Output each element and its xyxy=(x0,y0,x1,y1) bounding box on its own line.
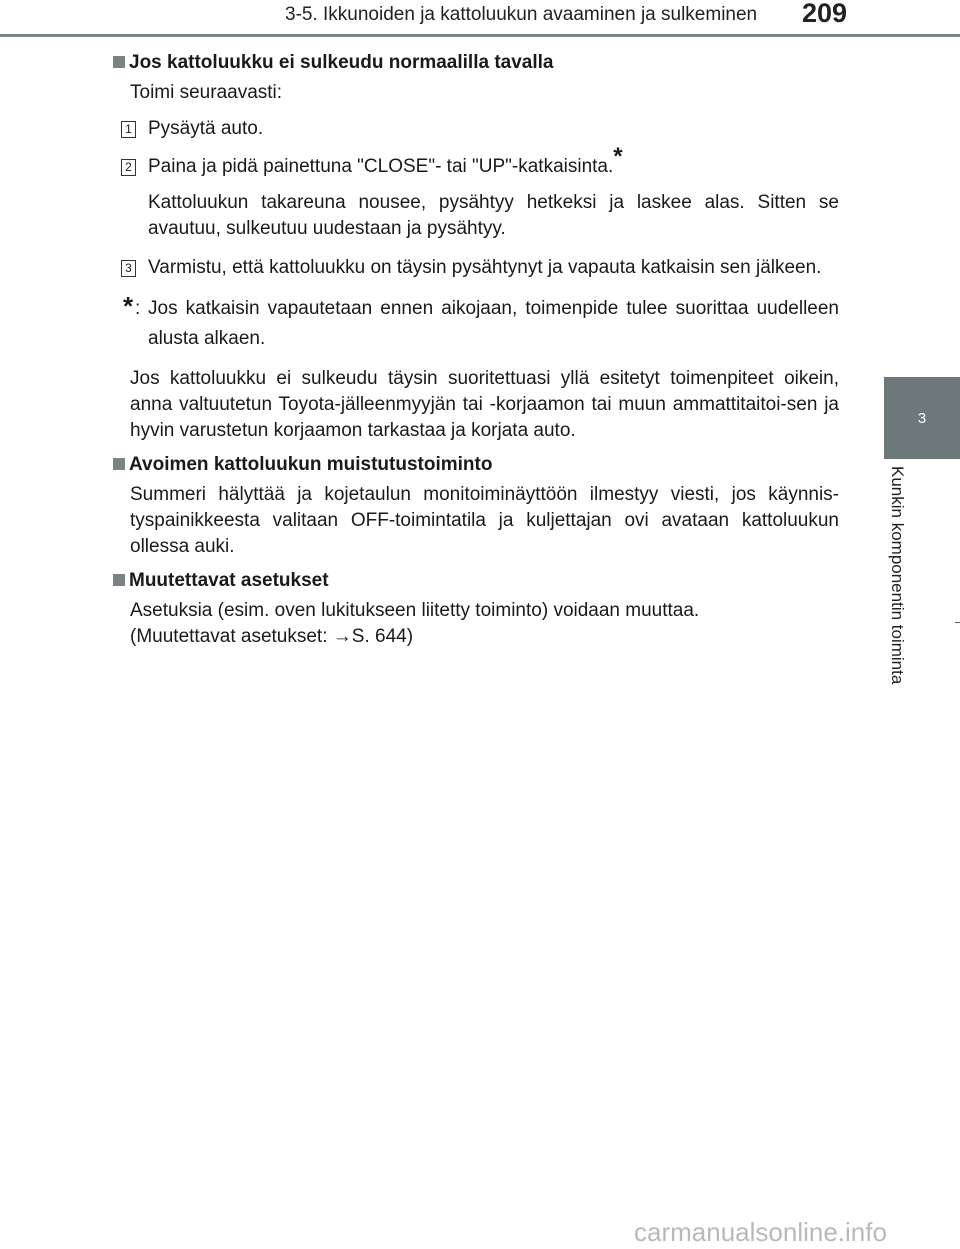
step-text: Varmistu, että kattoluukku on täysin pysähtynyt ja vapauta katkaisin sen jälkeen. xyxy=(148,257,822,278)
step-number-box: 1 xyxy=(121,121,136,138)
step-2 xyxy=(112,143,839,180)
step-1 xyxy=(112,116,839,142)
settings-text: Asetuksia (esim. oven lukitukseen liitetty toiminto) voidaan muuttaa. xyxy=(130,600,700,621)
section-paragraph: Jos kattoluukku ei sulkeudu täysin suoritettuasi yllä esitetyt toimenpiteet oikein, anna valtuutetun Toyota-jälleenmyyjän tai -korjaamon tai muun ammattitaitoi-sen ja hyvin varustetun korjaamon tarkastaa ja korjata auto. xyxy=(130,368,839,441)
footnote-star: * xyxy=(123,291,134,321)
footnote-text: Jos katkaisin vapautetaan ennen aikojaan, toimenpide tulee suorittaa uudelleen alusta alkaen. xyxy=(148,298,839,349)
step-text: Pysäytä auto. xyxy=(148,118,264,139)
section-heading-text: Jos kattoluukku ei sulkeudu normaalilla tavalla xyxy=(129,52,554,73)
square-bullet-icon xyxy=(113,574,125,586)
step-number-box: 3 xyxy=(121,260,136,277)
section-paragraph: Summeri hälyttää ja kojetaulun monitoiminäyttöön ilmestyy viesti, jos käynnis-tyspainikkeesta valitaan OFF-toimintatila ja kuljettajan ovi avataan kattoluukun ollessa auki. xyxy=(130,484,839,557)
footnote xyxy=(112,291,839,354)
settings-reference-link[interactable]: (Muutettavat asetukset: →S. 644) xyxy=(130,626,414,647)
square-bullet-icon xyxy=(113,56,125,68)
square-bullet-icon xyxy=(113,458,125,470)
header-rule xyxy=(0,34,960,37)
section-reminder xyxy=(112,452,839,560)
page-number: 209 xyxy=(802,0,848,28)
section-heading xyxy=(112,50,839,76)
section-heading-text: Muutettavat asetukset xyxy=(129,570,329,591)
section-heading xyxy=(112,452,839,478)
section-sunroof-not-closing xyxy=(112,50,839,444)
footnote-colon: : xyxy=(135,298,141,319)
chapter-label-wrap xyxy=(884,466,930,730)
step-2-detail: Kattoluukun takareuna nousee, pysähtyy hetkeksi ja laskee alas. Sitten se avautuu, sulkeutuu uudestaan ja pysähtyy. xyxy=(148,192,839,239)
footnote-asterisk: * xyxy=(613,143,623,170)
section-heading xyxy=(112,568,839,594)
page-content xyxy=(112,50,839,650)
step-3 xyxy=(112,255,839,281)
watermark: carmanualsonline.info xyxy=(634,1217,887,1247)
step-text: Paina ja pidä painettuna "CLOSE"- tai "UP"-katkaisinta. xyxy=(148,156,614,177)
chapter-tab: 3 xyxy=(884,377,960,459)
section-heading-text: Avoimen kattoluukun muistutustoiminto xyxy=(129,454,493,475)
header-title: 3-5. Ikkunoiden ja kattoluukun avaaminen ja sulkeminen xyxy=(285,4,758,25)
side-tick xyxy=(955,622,960,623)
chapter-label: Kunkin komponentin toiminta xyxy=(888,466,907,685)
section-settings xyxy=(112,568,839,650)
step-number-box: 2 xyxy=(121,159,136,176)
intro-text: Toimi seuraavasti: xyxy=(130,82,283,103)
